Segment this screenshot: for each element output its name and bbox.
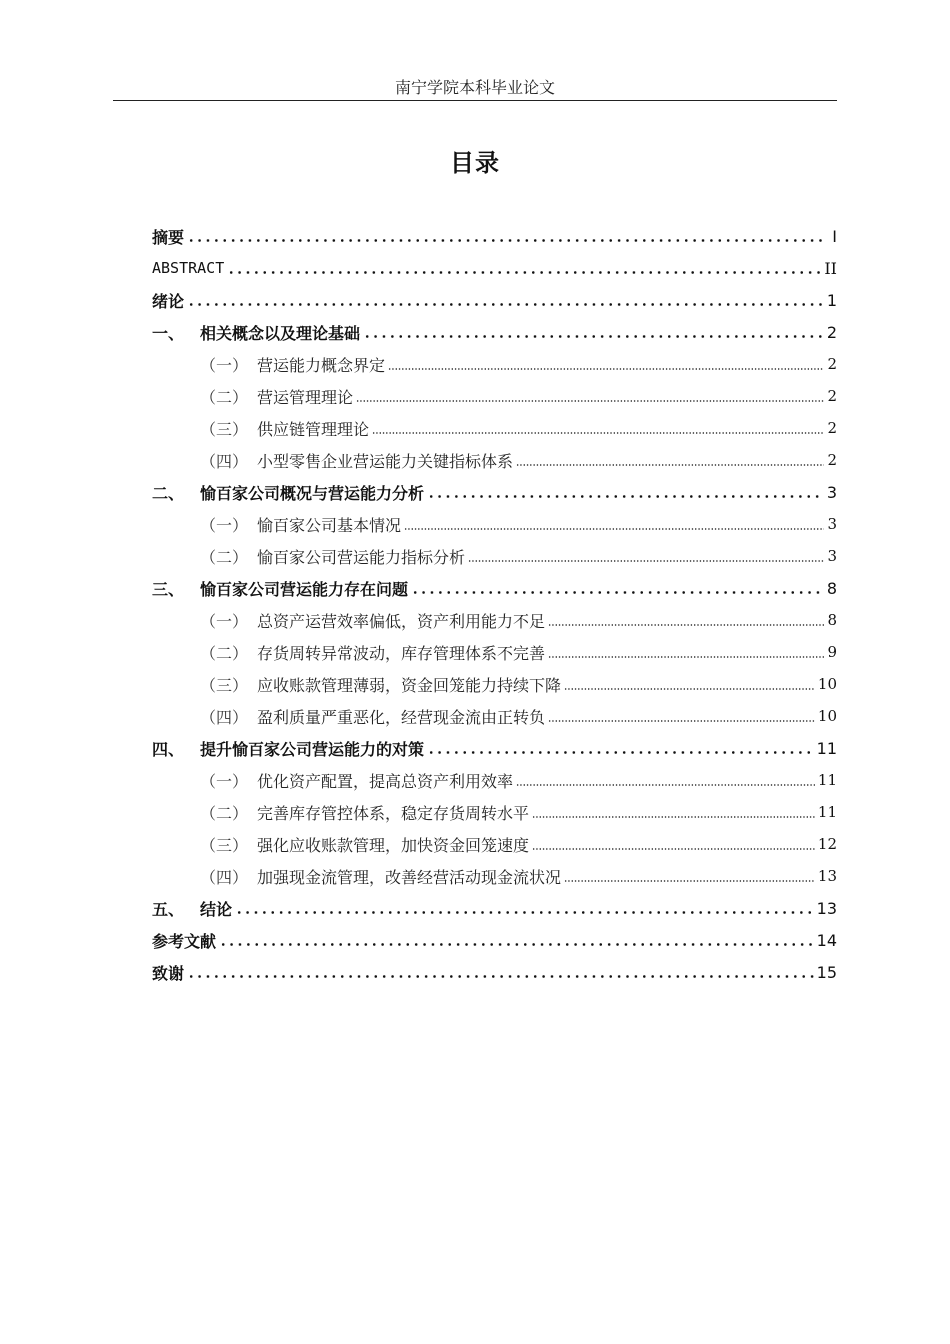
toc-entry-number: （二） xyxy=(200,643,249,663)
toc-entry-number: 一、 xyxy=(152,323,185,343)
toc-entry-title: ABSTRACT xyxy=(152,259,225,277)
toc-entry-title: 摘要 xyxy=(152,227,185,247)
toc-entry-title: 结论 xyxy=(200,899,233,919)
toc-entry-page: 11 xyxy=(817,803,837,821)
toc-entry-title: 存货周转异常波动，库存管理体系不完善 xyxy=(257,643,546,663)
toc-entry-title: 完善库存管控体系，稳定存货周转水平 xyxy=(257,803,530,823)
toc-entry-title: 致谢 xyxy=(152,963,185,983)
toc-entry-title: 总资产运营效率偏低，资产利用能力不足 xyxy=(257,611,546,631)
toc-entry-title: 营运能力概念界定 xyxy=(257,355,386,375)
toc-entry-number: （二） xyxy=(200,547,249,567)
toc-entry-section[interactable] xyxy=(152,764,837,796)
toc-entry-page: 3 xyxy=(826,482,837,502)
toc-entry-number: 五、 xyxy=(152,899,185,919)
toc-entry-page: 2 xyxy=(827,419,837,437)
toc-entry-page: 15 xyxy=(816,962,837,982)
toc-entry-page: 2 xyxy=(827,451,837,469)
toc-entry-page: 2 xyxy=(826,322,837,342)
toc-entry-section[interactable] xyxy=(152,444,837,476)
toc-entry-abstract-cn[interactable] xyxy=(152,220,837,252)
running-header: 南宁学院本科毕业论文 xyxy=(394,78,555,97)
toc-entry-page: 10 xyxy=(817,707,837,725)
dot-leader xyxy=(564,880,815,882)
toc-entry-title: 相关概念以及理论基础 xyxy=(200,323,361,343)
toc-entry-section[interactable] xyxy=(152,380,837,412)
dot-leader xyxy=(548,624,824,626)
toc-entry-section[interactable] xyxy=(152,636,837,668)
toc-entry-page: 2 xyxy=(827,387,837,405)
toc-entry-number: （三） xyxy=(200,675,249,695)
dot-leader xyxy=(548,656,824,658)
toc-entry-acknowledgements[interactable] xyxy=(152,956,837,988)
toc-entry-page: 3 xyxy=(827,515,837,533)
toc-entry-number: （四） xyxy=(200,451,249,471)
toc-entry-title: 盈利质量严重恶化，经营现金流由正转负 xyxy=(257,707,546,727)
toc-entry-title: 参考文献 xyxy=(152,931,217,951)
toc-entry-number: （三） xyxy=(200,835,249,855)
toc-entry-number: （三） xyxy=(200,419,249,439)
toc-entry-page: 12 xyxy=(817,835,837,853)
header-rule xyxy=(113,100,837,101)
dot-leader xyxy=(532,848,815,850)
toc-entry-page: 14 xyxy=(816,930,837,950)
toc-entry-number: （二） xyxy=(200,803,249,823)
toc-entry-title: 供应链管理理论 xyxy=(257,419,370,439)
toc-entry-title: 提升愉百家公司营运能力的对策 xyxy=(200,739,425,759)
toc-entry-section[interactable] xyxy=(152,828,837,860)
toc-entry-number: （一） xyxy=(200,771,249,791)
toc-entry-page: 3 xyxy=(827,547,837,565)
toc-entry-section[interactable] xyxy=(152,796,837,828)
toc-entry-section[interactable] xyxy=(152,348,837,380)
toc-entry-title: 应收账款管理薄弱，资金回笼能力持续下降 xyxy=(257,675,562,695)
toc-title: 目录 xyxy=(450,149,500,177)
toc-entry-page: 1 xyxy=(826,290,837,310)
toc-entry-title: 优化资产配置，提高总资产利用效率 xyxy=(257,771,514,791)
toc-entry-chapter-4[interactable] xyxy=(152,732,837,764)
toc-entry-number: 四、 xyxy=(152,739,185,759)
toc-entry-number: （一） xyxy=(200,515,249,535)
toc-entry-title: 营运管理理论 xyxy=(257,387,354,407)
toc-entry-page: I xyxy=(832,226,837,246)
toc-entry-section[interactable] xyxy=(152,700,837,732)
toc-entry-page: 8 xyxy=(826,578,837,598)
table-of-contents xyxy=(152,220,837,988)
dot-leader xyxy=(411,591,824,594)
dot-leader xyxy=(548,720,815,722)
toc-entry-chapter-3[interactable] xyxy=(152,572,837,604)
dot-leader xyxy=(516,464,824,466)
toc-entry-references[interactable] xyxy=(152,924,837,956)
toc-entry-section[interactable] xyxy=(152,508,837,540)
toc-entry-introduction[interactable] xyxy=(152,284,837,316)
dot-leader xyxy=(219,943,814,946)
toc-entry-title: 愉百家公司营运能力指标分析 xyxy=(257,547,466,567)
toc-entry-number: （二） xyxy=(200,387,249,407)
dot-leader xyxy=(356,400,824,402)
toc-entry-title: 愉百家公司基本情况 xyxy=(257,515,402,535)
toc-entry-chapter-5[interactable] xyxy=(152,892,837,924)
dot-leader xyxy=(427,751,814,754)
toc-entry-page: 8 xyxy=(827,611,837,629)
toc-entry-title: 强化应收账款管理，加快资金回笼速度 xyxy=(257,835,530,855)
dot-leader xyxy=(187,239,824,242)
dot-leader xyxy=(468,560,824,562)
toc-entry-page: 2 xyxy=(827,355,837,373)
dot-leader xyxy=(404,528,824,530)
toc-entry-section[interactable] xyxy=(152,412,837,444)
toc-entry-title: 愉百家公司概况与营运能力分析 xyxy=(200,483,425,503)
dot-leader xyxy=(516,784,815,786)
toc-entry-page: II xyxy=(824,258,837,278)
toc-entry-section[interactable] xyxy=(152,668,837,700)
dot-leader xyxy=(187,303,824,306)
toc-entry-number: （一） xyxy=(200,355,249,375)
toc-entry-page: 11 xyxy=(816,738,837,758)
toc-entry-number: （一） xyxy=(200,611,249,631)
toc-entry-number: （四） xyxy=(200,867,249,887)
dot-leader xyxy=(372,432,824,434)
toc-entry-chapter-2[interactable] xyxy=(152,476,837,508)
toc-entry-page: 13 xyxy=(817,867,837,885)
toc-entry-section[interactable] xyxy=(152,604,837,636)
toc-entry-chapter-1[interactable] xyxy=(152,316,837,348)
toc-entry-page: 11 xyxy=(817,771,837,789)
dot-leader xyxy=(427,495,824,498)
toc-entry-title: 愉百家公司营运能力存在问题 xyxy=(200,579,409,599)
dot-leader xyxy=(227,271,821,274)
toc-entry-title: 加强现金流管理，改善经营活动现金流状况 xyxy=(257,867,562,887)
toc-entry-title: 绪论 xyxy=(152,291,185,311)
dot-leader xyxy=(235,911,814,914)
dot-leader xyxy=(532,816,815,818)
dot-leader xyxy=(388,368,824,370)
toc-entry-page: 13 xyxy=(816,898,837,918)
toc-entry-title: 小型零售企业营运能力关键指标体系 xyxy=(257,451,514,471)
toc-entry-page: 9 xyxy=(827,643,837,661)
toc-entry-page: 10 xyxy=(817,675,837,693)
toc-entry-number: 三、 xyxy=(152,579,185,599)
toc-entry-number: 二、 xyxy=(152,483,185,503)
dot-leader xyxy=(564,688,815,690)
toc-entry-section[interactable] xyxy=(152,860,837,892)
dot-leader xyxy=(187,975,814,978)
toc-entry-abstract-en[interactable] xyxy=(152,252,837,284)
dot-leader xyxy=(363,335,824,338)
toc-entry-section[interactable] xyxy=(152,540,837,572)
toc-entry-number: （四） xyxy=(200,707,249,727)
